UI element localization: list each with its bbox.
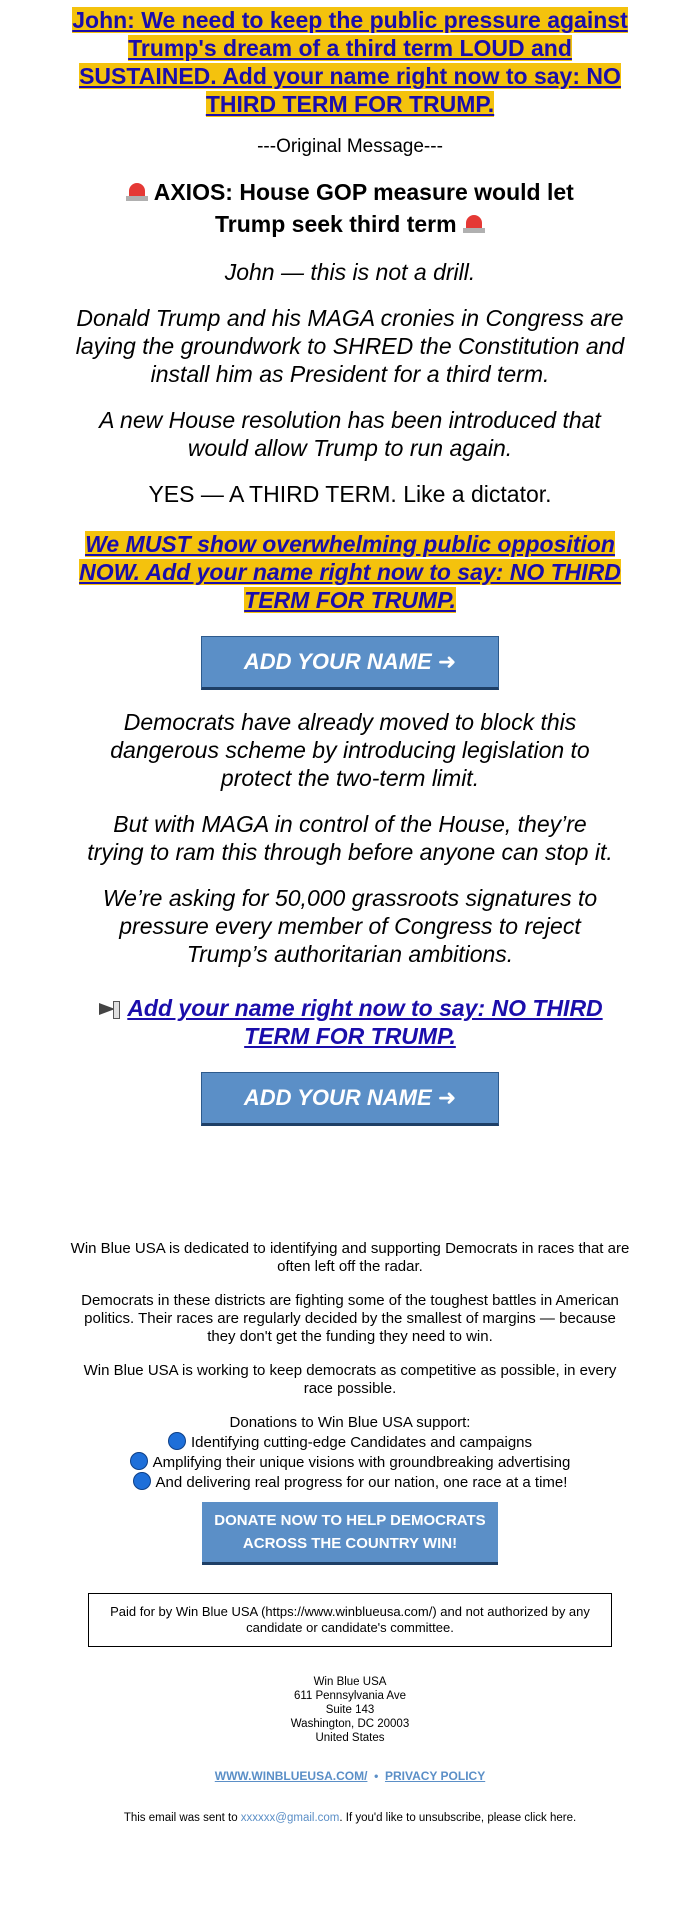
sent-notice: This email was sent to xxxxxx@gmail.com. If you'd like to unsubscribe, please click here. (123, 1812, 577, 1824)
recipient-email: xxxxxx@gmail.com (240, 1812, 340, 1824)
axios-title (100, 176, 600, 240)
link-separator: • (374, 1769, 379, 1783)
cta-bottom (70, 994, 630, 1050)
body-paragraph: A new House resolution has been introduced that would allow Trump to run again. (99, 407, 601, 461)
address-line: Washington, DC 20003 (290, 1718, 410, 1730)
blue-circle-icon (130, 1452, 148, 1470)
cta-paragraph (70, 530, 630, 614)
blue-circle-icon (133, 1472, 151, 1490)
email-body (70, 6, 630, 1827)
unsubscribe-link[interactable]: . If you'd like to unsubscribe, please click here. (339, 1812, 577, 1824)
megaphone-icon (97, 1000, 123, 1018)
website-link[interactable]: WWW.WINBLUEUSA.COM/ (214, 1769, 368, 1783)
support-item: And delivering real progress for our nation, one race at a time! (70, 1472, 630, 1492)
body-paragraph: We’re asking for 50,000 grassroots signatures to pressure every member of Congress to reject Trump’s authoritarian ambitions. (102, 885, 598, 967)
body-paragraph: But with MAGA in control of the House, they’re trying to ram this through before anyone can stop it. (87, 811, 613, 865)
cta-bottom-link[interactable] (97, 995, 602, 1049)
body-paragraph: YES — A THIRD TERM. Like a dictator. (148, 481, 552, 507)
support-item: Identifying cutting-edge Candidates and campaigns (70, 1432, 630, 1452)
original-message-label: ---Original Message--- (257, 136, 443, 157)
donate-line: DONATE NOW TO HELP DEMOCRATS (214, 1512, 486, 1529)
spacer (70, 1126, 630, 1240)
body-paragraph: Donald Trump and his MAGA cronies in Congress are laying the groundwork to SHRED the Constitution and install him as President for a third term. (75, 305, 625, 387)
footer-links (70, 1767, 630, 1785)
headline-link[interactable]: John: We need to keep the public pressure against Trump's dream of a third term LOUD and SUSTAINED. Add your name right now to say: NO THIRD TERM FOR TRUMP. (72, 7, 628, 117)
axios-title-text: AXIOS: House GOP measure would let Trump seek third term (153, 179, 574, 237)
footer-paragraph: Democrats in these districts are fighting some of the toughest battles in American politics. Their races are regularly decided by the smallest of margins — because they don't get the funding they need to win. (81, 1292, 619, 1345)
address-line: United States (315, 1732, 385, 1744)
support-title: Donations to Win Blue USA support: (229, 1414, 471, 1431)
donate-button[interactable] (202, 1502, 498, 1565)
footer-paragraph: Win Blue USA is dedicated to identifying and supporting Democrats in races that are often left off the radar. (70, 1240, 630, 1275)
cta-link[interactable]: We MUST show overwhelming public opposition NOW. Add your name right now to say: NO THIRD TERM FOR TRUMP. (79, 531, 621, 613)
headline (70, 6, 630, 118)
address-line: Win Blue USA (313, 1676, 387, 1688)
blue-circle-icon (168, 1432, 186, 1450)
cta-bottom-text: Add your name right now to say: NO THIRD TERM FOR TRUMP. (127, 995, 603, 1049)
add-your-name-button[interactable]: ADD YOUR NAME ➜ (201, 1072, 499, 1126)
footer (70, 1240, 630, 1827)
siren-icon (463, 215, 485, 233)
privacy-policy-link[interactable]: PRIVACY POLICY (384, 1769, 486, 1783)
support-item: Amplifying their unique visions with groundbreaking advertising (70, 1452, 630, 1472)
donate-line: ACROSS THE COUNTRY WIN! (242, 1535, 458, 1552)
intro-paragraph: John — this is not a drill. (224, 259, 476, 285)
footer-paragraph: Win Blue USA is working to keep democrats as competitive as possible, in every race possible. (83, 1362, 617, 1397)
address-line: Suite 143 (325, 1704, 375, 1716)
mailing-address (70, 1675, 630, 1745)
siren-icon (126, 183, 148, 201)
body-paragraph: Democrats have already moved to block this dangerous scheme by introducing legislation to protect the two-term limit. (110, 709, 590, 791)
add-your-name-button[interactable]: ADD YOUR NAME ➜ (201, 636, 499, 690)
paid-for-disclaimer: Paid for by Win Blue USA (https://www.winblueusa.com/) and not authorized by any candidate or candidate's committee. (88, 1593, 612, 1647)
address-line: 611 Pennsylvania Ave (293, 1690, 407, 1702)
